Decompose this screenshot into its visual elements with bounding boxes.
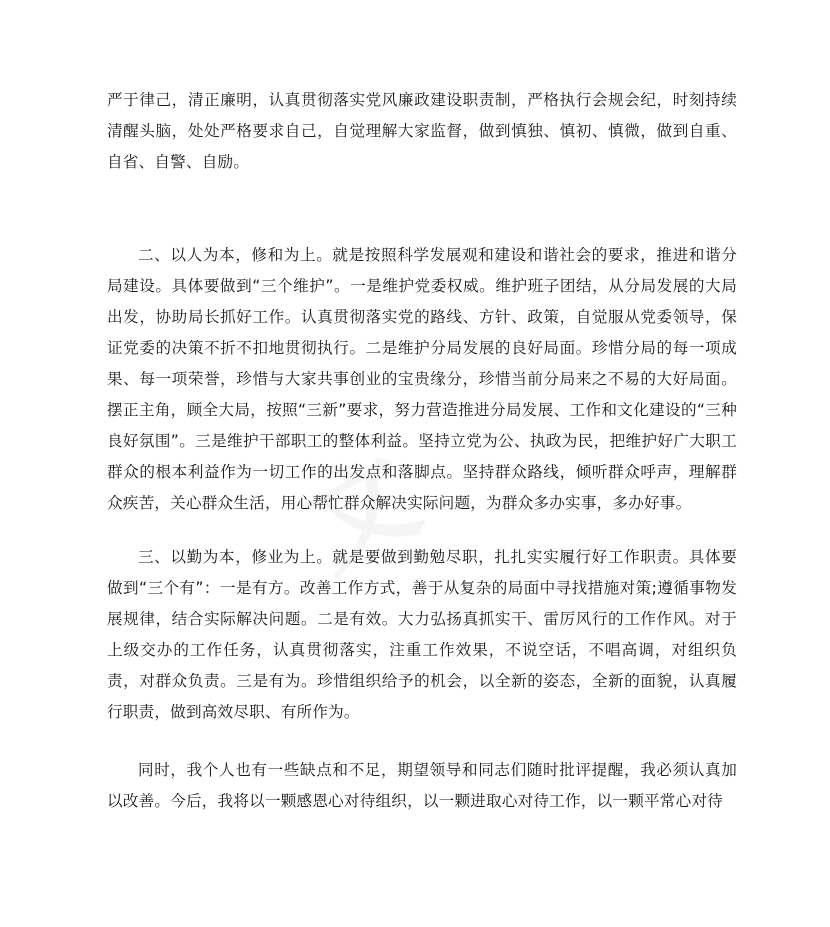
paragraph-3: 三、以勤为本，修业为上。就是要做到勤勉尽职，扎扎实实履行好工作职责。具体要做到“三个有”：一是有方。改善工作方式，善于从复杂的局面中寻找措施对策;遵循事物发展规律，结合实际解决问题。二是有效。大力弘扬真抓实干、雷厉风行的工作作风。对于上级交办的工作任务，认真贯彻落实，注重工作效果，不说空话，不唱高调，对组织负责，对群众负责。三是有为。珍惜组织给予的机会，以全新的姿态，全新的面貌，认真履行职责，做到高效尽职、有所作为。 xyxy=(107,548,737,721)
paragraph-2: 二、以人为本，修和为上。就是按照科学发展观和建设和谐社会的要求，推进和谐分局建设。具体要做到“三个维护”。一是维护党委权威。维护班子团结，从分局发展的大局出发，协助局长抓好工作。认真贯彻落实党的路线、方针、政策，自觉服从党委领导，保证党委的决策不折不扣地贯彻执行。二是维护分局发展的良好局面。珍惜分局的每一项成果、每一项荣誉，珍惜与大家共事创业的宝贵缘分，珍惜当前分局来之不易的大好局面。摆正主角，顾全大局，按照“三新”要求，努力营造推进分局发展、工作和文化建设的“三种良好氛围”。三是维护干部职工的整体利益。坚持立党为公、执政为民，把维护好广大职工群众的根本利益作为一切工作的出发点和落脚点。坚持群众路线，倾听群众呼声，理解群众疾苦，关心群众生活，用心帮忙群众解决实际问题，为群众多办实事，多办好事。 xyxy=(107,246,737,512)
watermark-logo: 文 xyxy=(280,429,438,594)
paragraph-1: 严于律己，清正廉明，认真贯彻落实党风廉政建设职责制，严格执行会规会纪，时刻持续清醒头脑，处处严格要求自己，自觉理解大家监督，做到慎独、慎初、慎微，做到自重、自省、自警、自励。 xyxy=(107,91,737,171)
paragraph-4: 同时，我个人也有一些缺点和不足，期望领导和同志们随时批评提醒，我必须认真加以改善。今后，我将以一颗感恩心对待组织，以一颗进取心对待工作，以一颗平常心对待 xyxy=(107,761,737,810)
